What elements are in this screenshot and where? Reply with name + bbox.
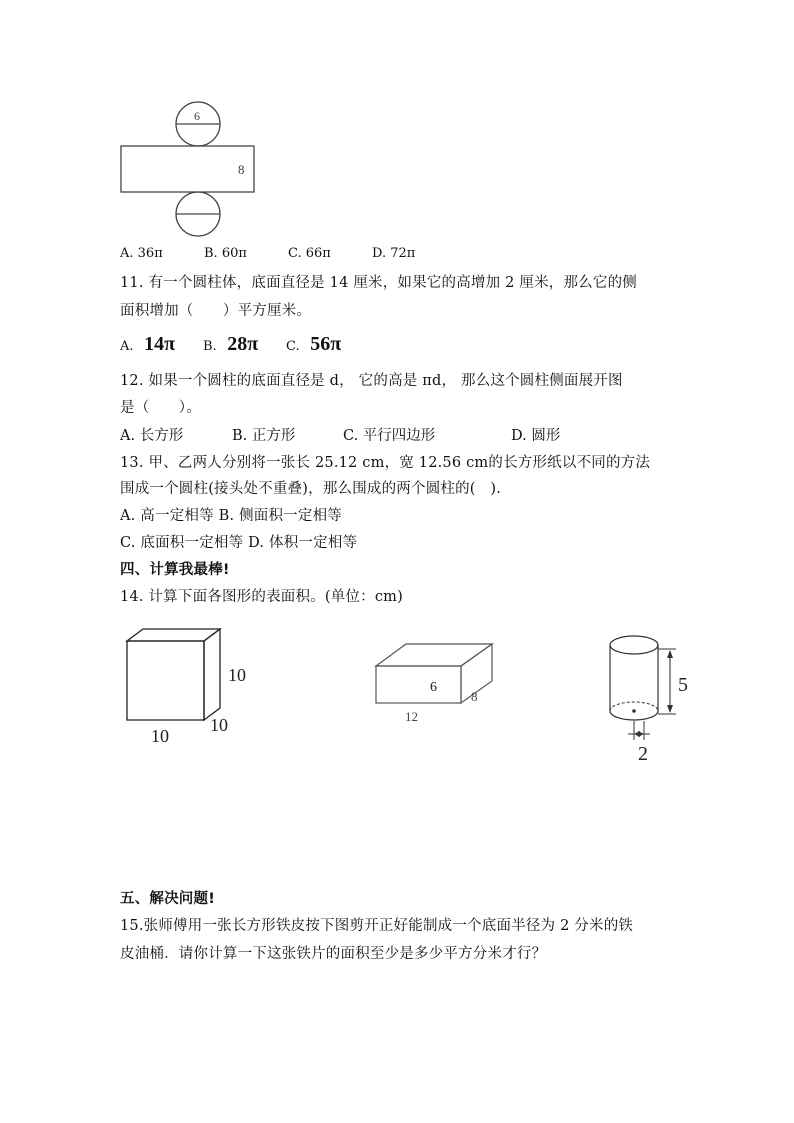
q11-option-c: C. 56π	[286, 333, 342, 355]
cylinder-figure	[600, 630, 700, 765]
cuboid-figure	[370, 635, 500, 730]
q12-option-a: A. 长方形	[120, 428, 184, 444]
q15-text-line2: 皮油桶．请你计算一下这张铁片的面积至少是多少平方分米才行？	[120, 946, 547, 962]
q10-option-d: D. 72π	[372, 246, 416, 261]
net-rectangle	[121, 146, 254, 192]
q13-options-cd: C. 底面积一定相等 D. 体积一定相等	[120, 535, 358, 551]
q12-text-line1: 12. 如果一个圆柱的底面直径是 d， 它的高是 πd， 那么这个圆柱侧面展开图	[120, 373, 623, 389]
cube-figure	[118, 625, 268, 750]
cuboid-depth-label: 8	[471, 689, 478, 704]
q14-text: 14. 计算下面各图形的表面积。(单位：cm)	[120, 589, 403, 605]
cuboid-height-label: 6	[430, 680, 437, 695]
cube-depth-label: 10	[210, 715, 228, 735]
section4-title: 四、计算我最棒!	[120, 562, 230, 578]
q11-text-line1: 11. 有一个圆柱体，底面直径是 14 厘米，如果它的高增加 2 厘米，那么它的侧	[120, 275, 637, 291]
cuboid-length-label: 12	[405, 709, 418, 724]
q13-text-line1: 13. 甲、乙两人分别将一张长 25.12 cm，宽 12.56 cm的长方形纸以不同的方法	[120, 455, 651, 471]
cylinder-diameter-label: 2	[638, 743, 648, 765]
q10-option-b: B. 60π	[204, 246, 247, 261]
q13-options-ab: A. 高一定相等 B. 侧面积一定相等	[120, 508, 342, 524]
q11-option-b: B. 28π	[203, 333, 259, 355]
section5-title: 五、解决问题!	[120, 891, 216, 907]
cylinder-height-label: 5	[678, 674, 688, 696]
cube-height-label: 10	[228, 665, 246, 685]
q11-option-a: A. 14π	[120, 333, 176, 355]
net-circle-label: 6	[194, 109, 200, 123]
q12-option-b: B. 正方形	[232, 428, 296, 444]
q15-text-line1: 15.张师傅用一张长方形铁皮按下图剪开正好能制成一个底面半径为 2 分米的铁	[120, 918, 634, 934]
q12-option-c: C. 平行四边形	[343, 428, 436, 444]
cylinder-net-figure	[110, 96, 270, 251]
q12-option-d: D. 圆形	[511, 428, 561, 444]
q11-text-line2: 面积增加（ ）平方厘米。	[120, 303, 312, 319]
cube-width-label: 10	[151, 726, 169, 746]
q10-option-a: A. 36π	[120, 246, 163, 261]
q10-option-c: C. 66π	[288, 246, 331, 261]
q12-text-line2: 是（ ）。	[120, 400, 201, 416]
net-rect-label: 8	[238, 162, 245, 177]
q13-text-line2: 围成一个圆柱(接头处不重叠)，那么围成的两个圆柱的( ).	[120, 481, 502, 497]
